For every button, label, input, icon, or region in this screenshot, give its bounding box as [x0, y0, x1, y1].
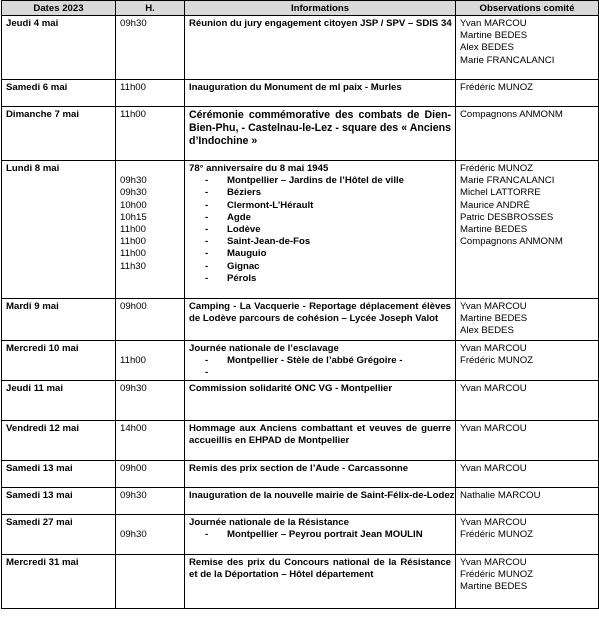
row-info	[185, 488, 456, 515]
observer: Martine BEDES	[460, 224, 528, 236]
row-date: Samedi 13 mai	[2, 488, 116, 515]
row-hours	[116, 107, 185, 161]
row-date: Samedi 13 mai	[2, 461, 116, 488]
info-item: - Montpellier – Peyrou portrait Jean MOULIN	[205, 529, 423, 541]
info-line: Réunion du jury engagement citoyen JSP / SPV – SDIS 34	[189, 18, 452, 29]
observer: Frédéric MUNOZ	[460, 529, 534, 541]
hour	[120, 517, 180, 529]
row-date: Mercredi 10 mai	[2, 341, 116, 381]
hour: 09h30	[120, 18, 147, 29]
info-line: Remis des prix section de l’Aude - Carcassonne	[189, 463, 409, 474]
info-item: - Béziers	[205, 187, 262, 199]
hour: 09h30	[120, 529, 147, 541]
hour: 11h00	[120, 236, 146, 248]
observer: Yvan MARCOU	[460, 517, 527, 528]
row-info	[185, 341, 456, 381]
header-dates: Dates 2023	[2, 1, 116, 16]
row-date: Samedi 6 mai	[2, 80, 116, 107]
info-item: - Montpellier – Jardins de l’Hôtel de ville	[205, 175, 404, 187]
observer: Yvan MARCOU	[460, 383, 527, 394]
hour: 10h15	[120, 211, 147, 223]
info-item: - Pérols	[205, 272, 257, 284]
row-date: Mercredi 31 mai	[2, 555, 116, 609]
row-info	[185, 461, 456, 488]
table-row	[2, 461, 599, 488]
row-hours	[116, 461, 185, 488]
hour: 09h00	[120, 301, 147, 312]
row-date: Samedi 27 mai	[2, 515, 116, 555]
row-date: Mardi 9 mai	[2, 299, 116, 341]
row-observations	[456, 461, 599, 488]
observer: Frédéric MUNOZ	[460, 355, 534, 367]
row-observations	[456, 161, 599, 299]
observer: Marie FRANCALANCI	[460, 54, 555, 66]
row-observations	[456, 381, 599, 421]
hour: 09h30	[120, 187, 147, 199]
info-item: - Mauguio	[205, 248, 267, 260]
table-row	[2, 421, 599, 461]
row-hours	[116, 299, 185, 341]
row-observations	[456, 421, 599, 461]
table-row	[2, 107, 599, 161]
row-hours	[116, 488, 185, 515]
observer: Martine BEDES	[460, 313, 528, 325]
observer: Yvan MARCOU	[460, 423, 527, 434]
observer: Frédéric MUNOZ	[460, 569, 534, 581]
info-item: - Lodève	[205, 224, 261, 236]
row-observations	[456, 299, 599, 341]
row-observations	[456, 16, 599, 80]
row-info	[185, 381, 456, 421]
header-observations: Observations comité	[456, 1, 599, 16]
row-info: Cérémonie commémorative des combats de Dien-Bien-Phu, - Castelnau-le-Lez - square des « Anciens d’Indochine »	[185, 107, 456, 161]
schedule-table	[1, 0, 599, 609]
observer: Maurice ANDRÉ	[460, 199, 530, 211]
hour: 09h30	[120, 383, 147, 394]
table-row	[2, 299, 599, 341]
row-hours	[116, 161, 185, 299]
info-line: Commission solidarité ONC VG - Montpellier	[189, 383, 393, 394]
row-info	[185, 16, 456, 80]
info-item: - Montpellier - Stèle de l’abbé Grégoire -	[205, 355, 403, 367]
table-row	[2, 555, 599, 609]
observer: Compagnons ANMONM	[460, 109, 563, 120]
hour: 09h30	[120, 175, 147, 187]
hour	[120, 163, 180, 175]
row-date: Vendredi 12 mai	[2, 421, 116, 461]
hour: 11h00	[120, 109, 146, 120]
hour: 11h30	[120, 260, 146, 272]
info-item: -	[205, 367, 209, 379]
row-hours	[116, 16, 185, 80]
hour: 10h00	[120, 199, 147, 211]
observer: Yvan MARCOU	[460, 343, 527, 354]
info-item: - Saint-Jean-de-Fos	[205, 236, 311, 248]
hour	[120, 343, 180, 355]
table-row	[2, 80, 599, 107]
table-row	[2, 16, 599, 80]
info-line: Inauguration du Monument de ml paix - Murles	[189, 82, 402, 93]
header-informations: Informations	[185, 1, 456, 16]
info-item: - Gignac	[205, 260, 260, 272]
observer: Michel LATTORRE	[460, 187, 541, 199]
row-hours	[116, 555, 185, 609]
info-item: - Agde	[205, 211, 251, 223]
hour: 11h00	[120, 248, 146, 260]
hour: 09h30	[120, 490, 147, 501]
observer: Patric DESBROSSES	[460, 211, 554, 223]
info-line: Inauguration de la nouvelle mairie de Saint-Félix-de-Lodez	[189, 490, 455, 501]
observer: Marie FRANCALANCI	[460, 175, 555, 187]
row-date: Dimanche 7 mai	[2, 107, 116, 161]
row-observations	[456, 341, 599, 381]
observer: Frédéric MUNOZ	[460, 82, 534, 93]
header-hours: H.	[116, 1, 185, 16]
table-row	[2, 515, 599, 555]
row-date: Jeudi 11 mai	[2, 381, 116, 421]
header-row	[2, 1, 599, 16]
info-item: - Clermont-L’Hérault	[205, 199, 314, 211]
hour: 09h00	[120, 463, 147, 474]
table-row	[2, 488, 599, 515]
observer: Yvan MARCOU	[460, 557, 527, 568]
table-row	[2, 341, 599, 381]
row-observations	[456, 107, 599, 161]
row-observations	[456, 80, 599, 107]
observer: Martine BEDES	[460, 581, 528, 593]
row-info: Camping - La Vacquerie - Reportage déplacement élèves de Lodève parcours de cohésion – Lycée Joseph Valot	[185, 299, 456, 341]
info-title: Journée nationale de la Résistance	[189, 517, 349, 528]
row-observations	[456, 515, 599, 555]
observer: Alex BEDES	[460, 42, 514, 54]
row-observations	[456, 555, 599, 609]
row-hours	[116, 381, 185, 421]
row-info	[185, 515, 456, 555]
hour: 11h00	[120, 224, 146, 236]
hour: 11h00	[120, 82, 146, 93]
info-title: Journée nationale de l’esclavage	[189, 343, 339, 354]
observer: Yvan MARCOU	[460, 301, 527, 312]
hour: 11h00	[120, 355, 146, 367]
row-hours	[116, 515, 185, 555]
observer: Alex BEDES	[460, 325, 514, 337]
hour	[120, 557, 180, 569]
row-info	[185, 80, 456, 107]
table-row	[2, 161, 599, 299]
observer: Martine BEDES	[460, 30, 528, 42]
row-hours	[116, 341, 185, 381]
info-title: 78° anniversaire du 8 mai 1945	[189, 163, 329, 174]
observer: Compagnons ANMONM	[460, 236, 563, 248]
observer: Yvan MARCOU	[460, 18, 527, 29]
hour: 14h00	[120, 423, 147, 434]
row-info: Remise des prix du Concours national de la Résistance et de la Déportation – Hôtel département	[185, 555, 456, 609]
row-date: Lundi 8 mai	[2, 161, 116, 299]
row-info: Hommage aux Anciens combattant et veuves de guerre accueillis en EHPAD de Montpellier	[185, 421, 456, 461]
row-observations	[456, 488, 599, 515]
table-row	[2, 381, 599, 421]
row-hours	[116, 80, 185, 107]
row-info	[185, 161, 456, 299]
row-date: Jeudi 4 mai	[2, 16, 116, 80]
observer: Nathalie MARCOU	[460, 490, 541, 501]
observer: Yvan MARCOU	[460, 463, 527, 474]
row-hours	[116, 421, 185, 461]
observer: Frédéric MUNOZ	[460, 163, 534, 174]
